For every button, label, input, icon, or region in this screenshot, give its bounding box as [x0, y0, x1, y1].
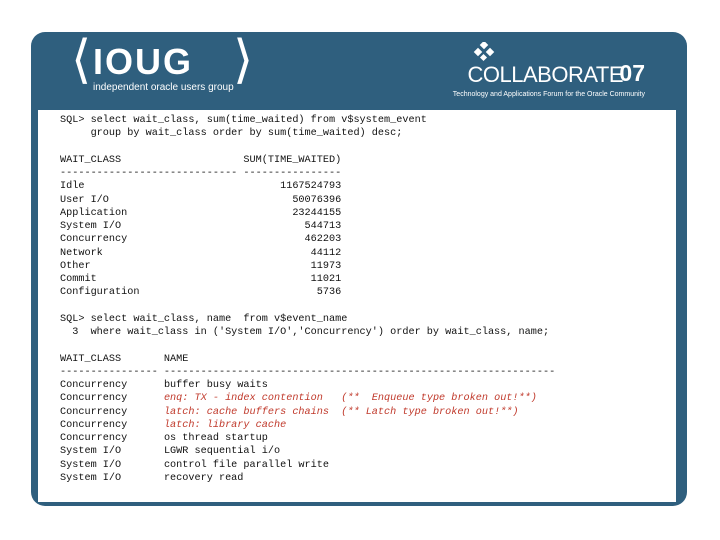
query1-line: group by wait_class order by sum(time_waited) desc; — [60, 128, 403, 140]
query2-column-header: WAIT_CLASS NAME — [60, 353, 189, 365]
event-name-cell: latch: cache buffers chains — [163, 406, 336, 418]
wait-class-cell: Concurrency — [60, 380, 164, 391]
query2-separator: ---------------- ---------------------------------------------------------------- — [60, 366, 556, 378]
query1-row: Configuration 5736 — [60, 287, 342, 299]
left-angle-bracket-icon: ⟨ — [71, 30, 92, 90]
query2-row — [60, 407, 519, 418]
collaborate-logo-number: 07 — [619, 60, 645, 86]
right-angle-bracket-icon: ⟩ — [233, 30, 254, 90]
wait-class-cell: System I/O — [60, 446, 164, 458]
event-note: (** Enqueue type broken out!**) — [335, 393, 537, 405]
query1-row: Network 44112 — [60, 247, 342, 259]
query2-row — [60, 473, 243, 484]
wait-class-cell: System I/O — [60, 459, 164, 471]
event-name-cell: buffer busy waits — [163, 380, 268, 391]
event-name-cell: os thread startup — [163, 433, 268, 444]
event-note: (** Latch type broken out!**) — [335, 406, 519, 418]
sql-output — [60, 114, 555, 485]
query1-row: System I/O 544713 — [60, 221, 342, 232]
query2-line: SQL> select wait_class, name from v$event_name — [60, 313, 348, 325]
wait-class-cell: Concurrency — [60, 406, 164, 418]
wait-class-cell: Concurrency — [60, 393, 164, 405]
query1-row: User I/O 50076396 — [60, 194, 342, 206]
wait-class-cell: System I/O — [60, 472, 164, 484]
query1-row: Idle 1167524793 — [60, 181, 342, 193]
query1-row: Concurrency 462203 — [60, 234, 342, 246]
query2-row — [60, 460, 329, 471]
query2-row — [60, 420, 286, 431]
event-name-cell: control file parallel write — [163, 459, 330, 471]
query2-row — [60, 446, 280, 457]
query2-line: 3 where wait_class in ('System I/O','Concurrency') order by wait_class, name; — [60, 327, 550, 338]
wait-class-cell: Concurrency — [60, 433, 164, 444]
event-name-cell: latch: library cache — [163, 419, 287, 431]
query1-row: Other 11973 — [60, 260, 342, 272]
ioug-logo-tagline: independent oracle users group — [93, 82, 234, 93]
slide-header — [31, 32, 687, 110]
query2-row — [60, 393, 537, 404]
query1-line: SQL> select wait_class, sum(time_waited) from v$system_event — [60, 115, 427, 126]
event-name-cell: LGWR sequential i/o — [163, 446, 281, 458]
collaborate-logo — [435, 42, 645, 102]
query1-separator: ----------------------------- ---------------- — [60, 168, 342, 179]
wait-class-cell: Concurrency — [60, 419, 164, 431]
event-name-cell: enq: TX - index contention — [163, 393, 336, 405]
query2-row — [60, 380, 268, 391]
collaborate-logo-word: COLLABORATE — [467, 62, 623, 87]
query1-column-header: WAIT_CLASS SUM(TIME_WAITED) — [60, 154, 342, 166]
collaborate-logo-subtitle: Technology and Applications Forum for the Oracle Community — [452, 91, 645, 98]
query1-row: Commit 11021 — [60, 274, 342, 285]
collaborate-diamonds-icon — [473, 42, 497, 62]
event-name-cell: recovery read — [163, 472, 244, 484]
ioug-logo-name: IOUG — [93, 41, 194, 82]
query1-row: Application 23244155 — [60, 207, 342, 219]
query2-row — [60, 433, 268, 444]
